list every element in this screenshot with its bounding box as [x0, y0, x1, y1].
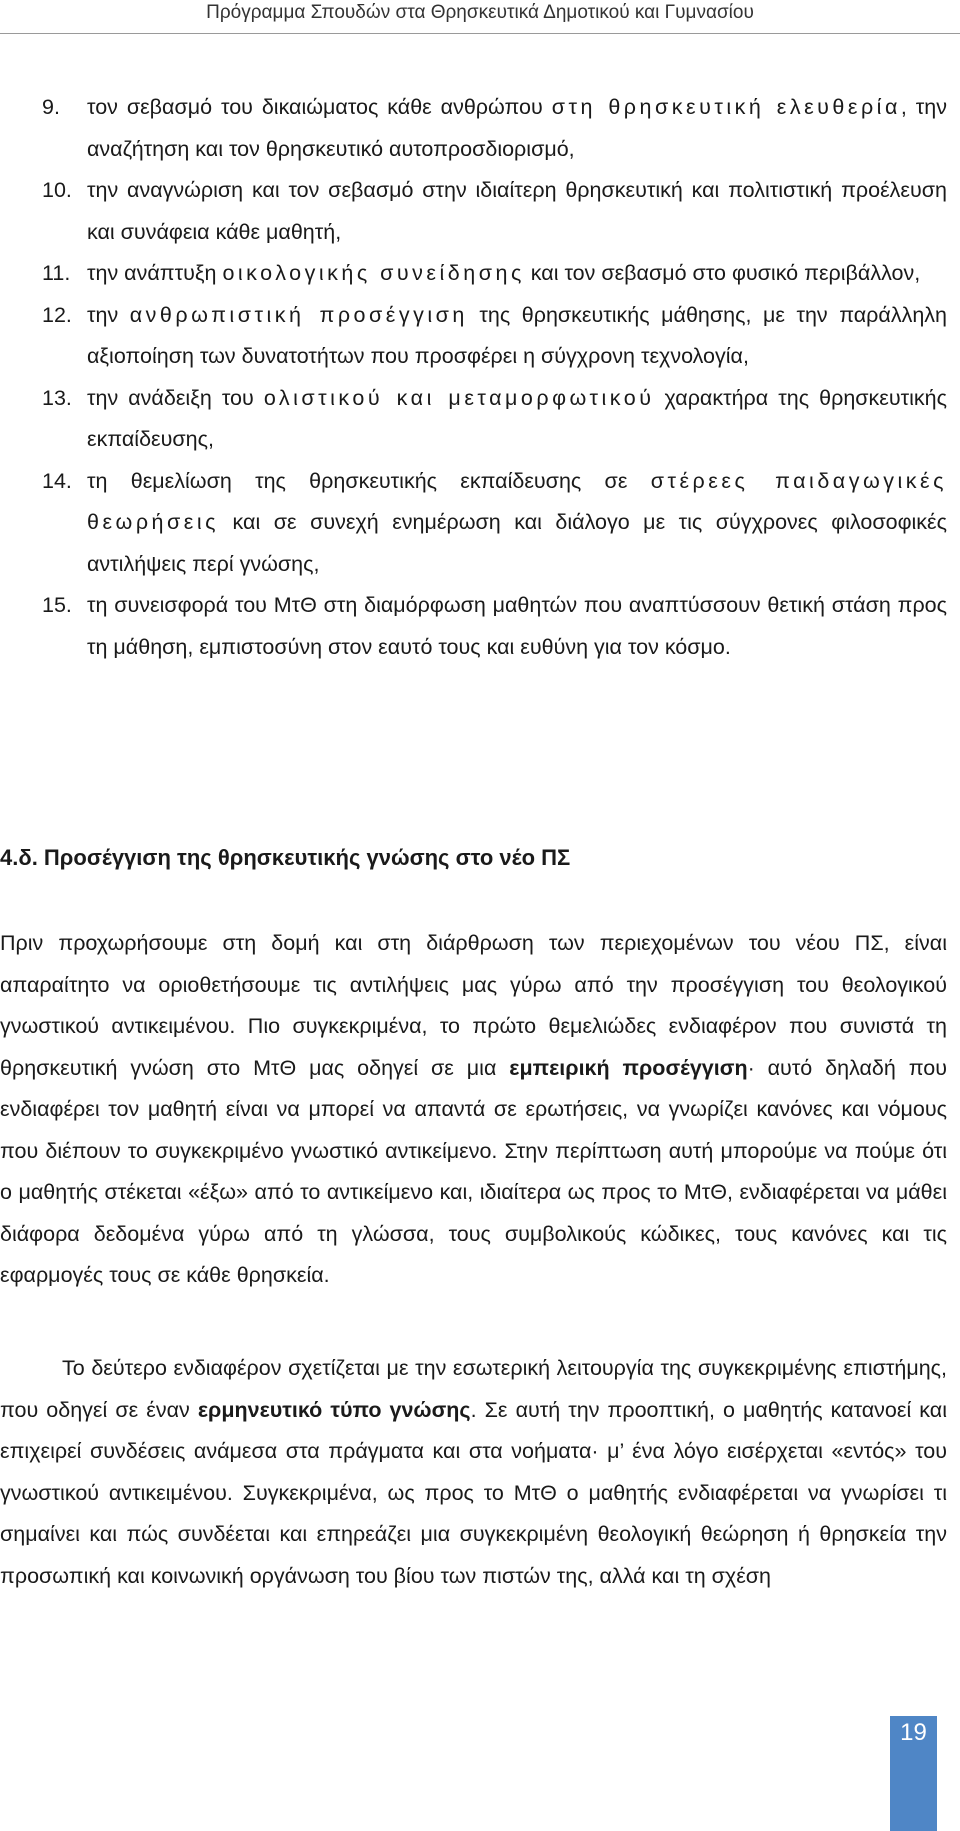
list-item-text: την αναγνώριση και τον σεβασμό στην ιδιαίτερη θρησκευτική και πολιτιστική προέλευση και συνάφεια κάθε μαθητή,: [87, 178, 947, 244]
bold-term: ερμηνευτικό τύπο γνώσης: [197, 1397, 471, 1422]
list-item-number: 14.: [42, 468, 72, 493]
list-item-text: τη θεμελίωση της θρησκευτικής εκπαίδευσης σε: [87, 468, 651, 493]
list-item-number: 13.: [42, 385, 72, 410]
list-item-text: και σε συνεχή ενημέρωση και διάλογο με τις σύγχρονες φιλοσοφικές αντιλήψεις περί γνώσης,: [87, 510, 947, 576]
list-item: [42, 378, 947, 461]
list-item-text: την: [87, 302, 130, 327]
body-paragraph: [0, 923, 947, 1297]
list-item-text: , την αναζήτηση και τον θρησκευτικό αυτοπροσδιορισμό,: [87, 95, 947, 161]
spaced-emphasis: στη θρησκευτική ελευθερία: [551, 95, 901, 119]
list-item-number: 9.: [42, 95, 60, 119]
list-item: [42, 461, 947, 586]
paragraph-text: Το δεύτερο ενδιαφέρον σχετίζεται με την εσωτερική λειτουργία της συγκεκριμένης επιστήμης, που οδηγεί σε έναν: [0, 1356, 947, 1422]
header-divider: [0, 33, 960, 34]
paragraph-text: Πριν προχωρήσουμε στη δομή και στη διάρθρωση των περιεχομένων του νέου ΠΣ, είναι απαραίτητο να οριοθετήσουμε τις αντιλήψεις μας γύρω από την προσέγγιση του θεολογικού γνωστικού αντικειμένου. Πιο συγκεκριμένα, το πρώτο θεμελιώδες ενδιαφέρον που συνιστά τη θρησκευτική γνώση στο ΜτΘ μας οδηγεί σε μια: [0, 931, 947, 1080]
list-item-number: 10.: [42, 178, 72, 202]
list-item: [42, 295, 947, 378]
spaced-emphasis: στέρεες παιδαγωγικές θεωρήσεις: [87, 468, 947, 534]
list-item-text: την ανάπτυξη: [87, 261, 223, 285]
list-item-text: χαρακτήρα της θρησκευτικής εκπαίδευσης,: [87, 385, 947, 451]
list-item-text: την ανάδειξη του: [87, 385, 264, 410]
list-item-text: και τον σεβασμό στο φυσικό περιβάλλον,: [524, 261, 921, 285]
spaced-emphasis: ανθρωπιστική προσέγγιση: [129, 302, 468, 327]
objectives-list: [42, 87, 947, 668]
paragraph-text: . Σε αυτή την προοπτική, ο μαθητής κατανοεί και επιχειρεί συνδέσεις ανάμεσα στα πράγματα και στα νοήματα· μ’ ένα λόγο εισέρχεται «εντός» του γνωστικού αντικειμένου. Συγκεκριμένα, ως προς το ΜτΘ ο μαθητής ενδιαφέρεται να γνωρίσει τι σημαίνει και πώς συνδέεται και επηρεάζει μια συγκεκριμένη θεολογική θεώρηση ή θρησκεία την προσωπική και κοινωνική οργάνωση του βίου των πιστών της, αλλά και τη σχέση: [0, 1397, 948, 1588]
spaced-emphasis: οικολογικής συνείδησης: [222, 261, 525, 285]
running-header: Πρόγραμμα Σπουδών στα Θρησκευτικά Δημοτικού και Γυμνασίου: [206, 2, 754, 23]
page-number: 19: [890, 1716, 937, 1831]
bold-term: εμπειρική προσέγγιση: [509, 1055, 748, 1080]
spaced-emphasis: ολιστικού και μεταμορφωτικού: [263, 385, 655, 410]
list-item-number: 11.: [42, 261, 71, 285]
list-item: [42, 253, 947, 295]
list-item-text: της θρησκευτικής μάθησης, με την παράλληλη αξιοποίηση των δυνατοτήτων που προσφέρει η σύγχρονη τεχνολογία,: [87, 302, 947, 368]
paragraph-text: · αυτό δηλαδή που ενδιαφέρει τον μαθητή είναι να μπορεί να απαντά σε ερωτήσεις, να γνωρίζει κανόνες και νόμους που διέπουν το συγκεκριμένο γνωστικό αντικείμενο. Στην περίπτωση αυτή μπορούμε να πούμε ότι ο μαθητής στέκεται «έξω» από το αντικείμενο και, ιδιαίτερα ως προς το ΜτΘ, ενδιαφέρεται να μάθει διάφορα δεδομένα γύρω από τη γλώσσα, τους συμβολικούς κώδικες, τους κανόνες και τις εφαρμογές τους σε κάθε θρησκεία.: [0, 1055, 947, 1287]
list-item: [42, 170, 947, 253]
list-item: [42, 585, 947, 668]
list-item-text: τη συνεισφορά του ΜτΘ στη διαμόρφωση μαθητών που αναπτύσσουν θετική στάση προς τη μάθηση, εμπιστοσύνη στον εαυτό τους και ευθύνη για τον κόσμο.: [87, 593, 947, 659]
list-item-text: τον σεβασμό του δικαιώματος κάθε ανθρώπου: [87, 95, 552, 119]
body-paragraph: [0, 1348, 947, 1597]
section-heading: 4.δ. Προσέγγιση της θρησκευτικής γνώσης στο νέο ΠΣ: [0, 845, 571, 870]
list-item-number: 15.: [42, 593, 72, 617]
list-item-number: 12.: [42, 302, 72, 327]
list-item: [42, 87, 947, 170]
